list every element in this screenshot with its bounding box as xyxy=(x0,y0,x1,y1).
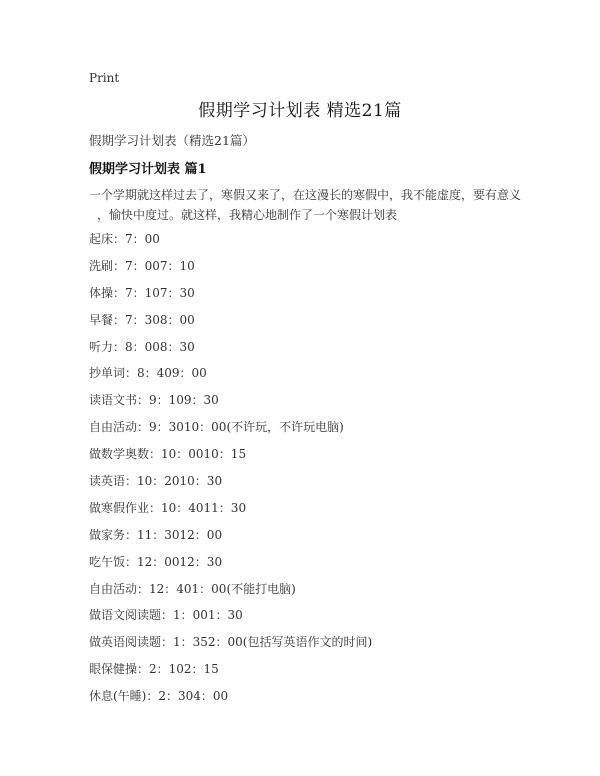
schedule-item: 自由活动：12：401：00(不能打电脑) xyxy=(89,581,296,596)
schedule-item: 做数学奥数：10：0010：15 xyxy=(89,447,247,462)
schedule-item: 自由活动：9：3010：00(不许玩，不许玩电脑) xyxy=(89,420,344,435)
page-title: 假期学习计划表 精选21篇 xyxy=(198,101,402,121)
document-subtitle: 假期学习计划表（精选21篇） xyxy=(89,133,255,148)
schedule-item: 休息(午睡)：2：304：00 xyxy=(89,689,229,704)
print-label: Print xyxy=(89,71,120,85)
schedule-item: 读语文书：9：109：30 xyxy=(89,393,219,408)
schedule-list xyxy=(89,231,372,715)
schedule-item: 读英语：10：2010：30 xyxy=(89,474,223,489)
schedule-item: 做语文阅读题：1：001：30 xyxy=(89,608,243,623)
schedule-item: 做英语阅读题：1：352：00(包括写英语作文的时间) xyxy=(89,635,373,650)
schedule-item: 听力：8：008：30 xyxy=(89,339,195,354)
schedule-item: 做家务：11：3012：00 xyxy=(89,527,223,542)
schedule-item: 吃午饭：12：0012：30 xyxy=(89,554,223,569)
intro-line-1: 一个学期就这样过去了，寒假又来了，在这漫长的寒假中，我不能虚度，要有意义 xyxy=(89,188,522,202)
schedule-item: 早餐：7：308：00 xyxy=(89,312,195,327)
intro-line-2: ，愉快中度过。就这样，我精心地制作了一个寒假计划表 xyxy=(97,208,398,222)
schedule-item: 起床：7：00 xyxy=(89,232,160,246)
schedule-item: 眼保健操：2：102：15 xyxy=(89,662,219,677)
schedule-item: 抄单词：8：409：00 xyxy=(89,366,207,381)
section-heading: 假期学习计划表 篇1 xyxy=(89,162,207,177)
schedule-item: 做寒假作业：10：4011：30 xyxy=(89,500,247,515)
intro-paragraph xyxy=(89,185,529,225)
schedule-item: 洗刷：7：007：10 xyxy=(89,258,195,273)
schedule-item: 体操：7：107：30 xyxy=(89,285,195,300)
